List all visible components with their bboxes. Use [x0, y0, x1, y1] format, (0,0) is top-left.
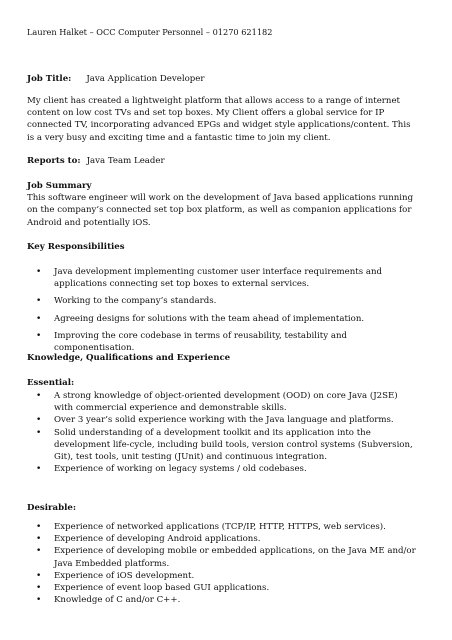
- job-summary-text: This software engineer will work on the development of Java based applications running on the company’s connected set top box platform, as well as companion applications for Android and potentially iOS.: [27, 193, 414, 228]
- list-item: • Over 3 year’s solid experience working with the Java language and platforms.: [27, 414, 419, 426]
- job-title-label: Job Title:: [27, 74, 72, 84]
- desirable-heading: Desirable:: [27, 503, 77, 513]
- essential-list: [27, 390, 419, 475]
- list-item: • Experience of developing Android applications.: [27, 533, 419, 545]
- job-summary-section: [27, 180, 419, 229]
- key-responsibilities-heading: Key Responsibilities: [27, 242, 125, 252]
- list-item: • Java development implementing customer user interface requirements and applications connecting set top boxes to external services.: [27, 266, 419, 290]
- reports-to-label: Reports to:: [27, 156, 81, 166]
- list-item: • Experience of working on legacy systems / old codebases.: [27, 463, 419, 475]
- job-title-value: Java Application Developer: [86, 74, 205, 84]
- intro-paragraph: My client has created a lightweight platform that allows access to a range of internet content on low cost TVs and set top boxes. My Client offers a global service for IP connected TV, incorporating advanced EPGs and widget style applications/content. This is a very busy and exciting time and a fantastic time to join my client.: [27, 96, 411, 143]
- page-header: Lauren Halket – OCC Computer Personnel – 01270 621182: [27, 27, 273, 37]
- list-item: • Experience of networked applications (TCP/IP, HTTP, HTTPS, web services).: [27, 521, 419, 533]
- desirable-list: [27, 521, 419, 606]
- reports-to-value: Java Team Leader: [86, 156, 165, 166]
- list-item: • Experience of developing mobile or embedded applications, on the Java ME and/or Java Embedded platforms.: [27, 545, 419, 569]
- list-item: • Experience of iOS development.: [27, 570, 419, 582]
- list-item: • A strong knowledge of object-oriented development (OOD) on core Java (J2SE) with commercial experience and demonstrable skills.: [27, 390, 419, 414]
- key-responsibilities-list: [27, 266, 419, 359]
- knowledge-heading: Knowledge, Qualifications and Experience: [27, 353, 231, 363]
- list-item: • Improving the core codebase in terms of reusability, testability and componentisation.: [27, 330, 419, 354]
- list-item: • Solid understanding of a development toolkit and its application into the development life-cycle, including build tools, version control systems (Subversion, Git), test tools, unit testing (JUnit) and continuous integration.: [27, 427, 419, 464]
- list-item: • Experience of event loop based GUI applications.: [27, 582, 419, 594]
- job-summary-heading: Job Summary: [27, 181, 92, 191]
- reports-to-line: [27, 155, 419, 167]
- essential-heading: Essential:: [27, 378, 75, 388]
- list-item: • Agreeing designs for solutions with the team ahead of implementation.: [27, 313, 419, 325]
- list-item: • Working to the company’s standards.: [27, 295, 419, 307]
- job-title-line: [27, 73, 419, 85]
- list-item: • Knowledge of C and/or C++.: [27, 594, 419, 606]
